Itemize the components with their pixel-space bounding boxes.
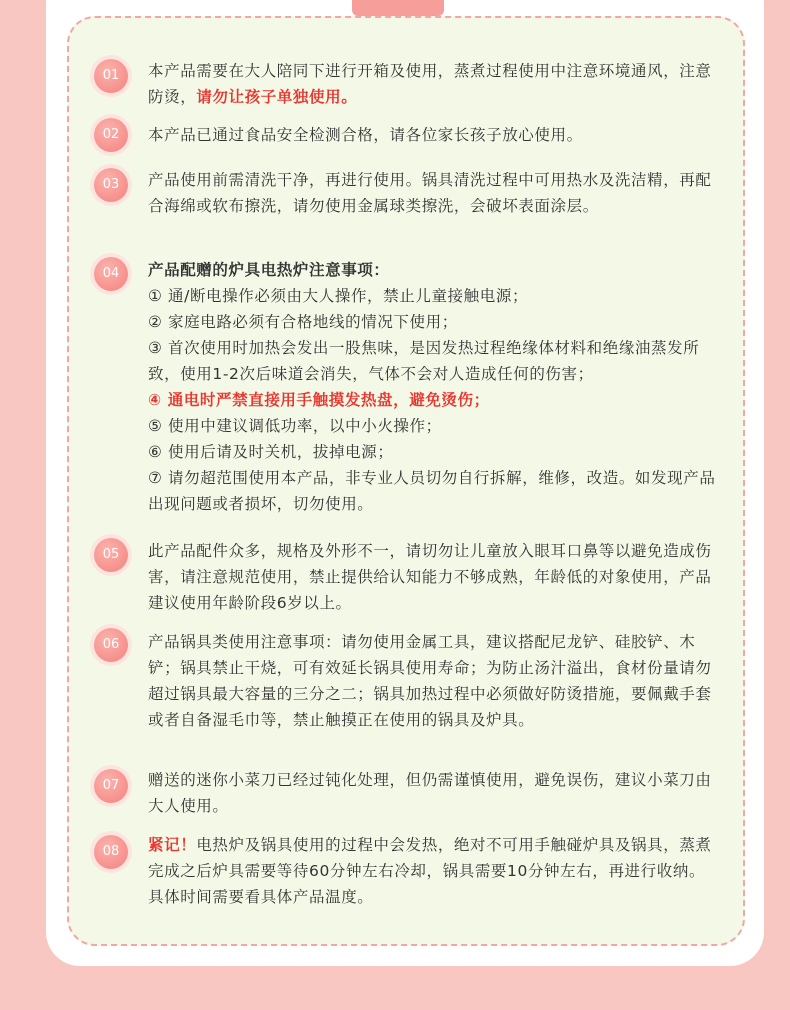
notice-line: ① 通/断电操作必须由大人操作，禁止儿童接触电源； — [148, 287, 529, 305]
notice-warning: 请勿让孩子单独使用。 — [196, 88, 358, 106]
notice-line-warning: ④ 通电时严禁直接用手触摸发热盘，避免烫伤； — [148, 391, 490, 409]
notice-text-body: 电热炉及锅具使用的过程中会发热，绝对不可用手触碰炉具及锅具，蒸煮完成之后炉具需要等待60分钟左右冷却，锅具需要10分钟左右，再进行收纳。具体时间需要看具体产品温度。 — [148, 836, 712, 906]
number-badge: 06 — [94, 628, 128, 662]
notice-text: 产品使用前需清洗干净，再进行使用。锅具清洗过程中可用热水及洗洁精，再配合海绵或软布擦洗，请勿使用金属球类擦洗，会破坏表面涂层。 — [148, 171, 712, 215]
number-badge: 08 — [94, 835, 128, 869]
notice-heading: 产品配赠的炉具电热炉注意事项： — [148, 261, 390, 279]
number-badge: 02 — [94, 118, 128, 152]
notice-line: ⑤ 使用中建议调低功率，以中小火操作； — [148, 417, 442, 435]
notice-text — [148, 58, 720, 110]
notice-text-body: 本产品需要在大人陪同下进行开箱及使用，蒸煮过程使用中注意环境通风，注意防烫， — [148, 62, 712, 106]
notice-line: ⑦ 请勿超范围使用本产品，非专业人员切勿自行拆解，维修，改造。如发现产品出现问题或者损坏，切勿使用。 — [148, 469, 716, 513]
notice-line: ② 家庭电路必须有合格地线的情况下使用； — [148, 313, 458, 331]
number-badge: 03 — [94, 168, 128, 202]
notice-line: ⑥ 使用后请及时关机，拔掉电源； — [148, 443, 394, 461]
notice-text — [148, 257, 720, 517]
notice-text: 产品锅具类使用注意事项：请勿使用金属工具，建议搭配尼龙铲、硅胶铲、木铲；锅具禁止干烧，可有效延长锅具使用寿命；为防止汤汁溢出，食材份量请勿超过锅具最大容量的三分之二；锅具加热过程中必须做好防烫措施，要佩戴手套或者自备湿毛巾等，禁止触摸正在使用的锅具及炉具。 — [148, 633, 712, 729]
number-badge: 04 — [94, 257, 128, 291]
number-badge: 01 — [94, 59, 128, 93]
notice-text: 本产品已通过食品安全检测合格，请各位家长孩子放心使用。 — [148, 126, 583, 144]
notice-line: ③ 首次使用时加热会发出一股焦味，是因发热过程绝缘体材料和绝缘油蒸发所致，使用1-2次后味道会消失，气体不会对人造成任何的伤害； — [148, 339, 700, 383]
number-badge: 07 — [94, 769, 128, 803]
top-tab-decoration — [352, 0, 444, 16]
notice-text: 此产品配件众多，规格及外形不一，请切勿让儿童放入眼耳口鼻等以避免造成伤害，请注意规范使用，禁止提供给认知能力不够成熟，年龄低的对象使用，产品建议使用年龄阶段6岁以上。 — [148, 542, 712, 612]
notice-text: 赠送的迷你小菜刀已经过钝化处理，但仍需谨慎使用，避免误伤，建议小菜刀由大人使用。 — [148, 771, 712, 815]
notice-text — [148, 832, 720, 910]
notice-warning: 紧记！ — [148, 836, 197, 854]
number-badge: 05 — [94, 538, 128, 572]
